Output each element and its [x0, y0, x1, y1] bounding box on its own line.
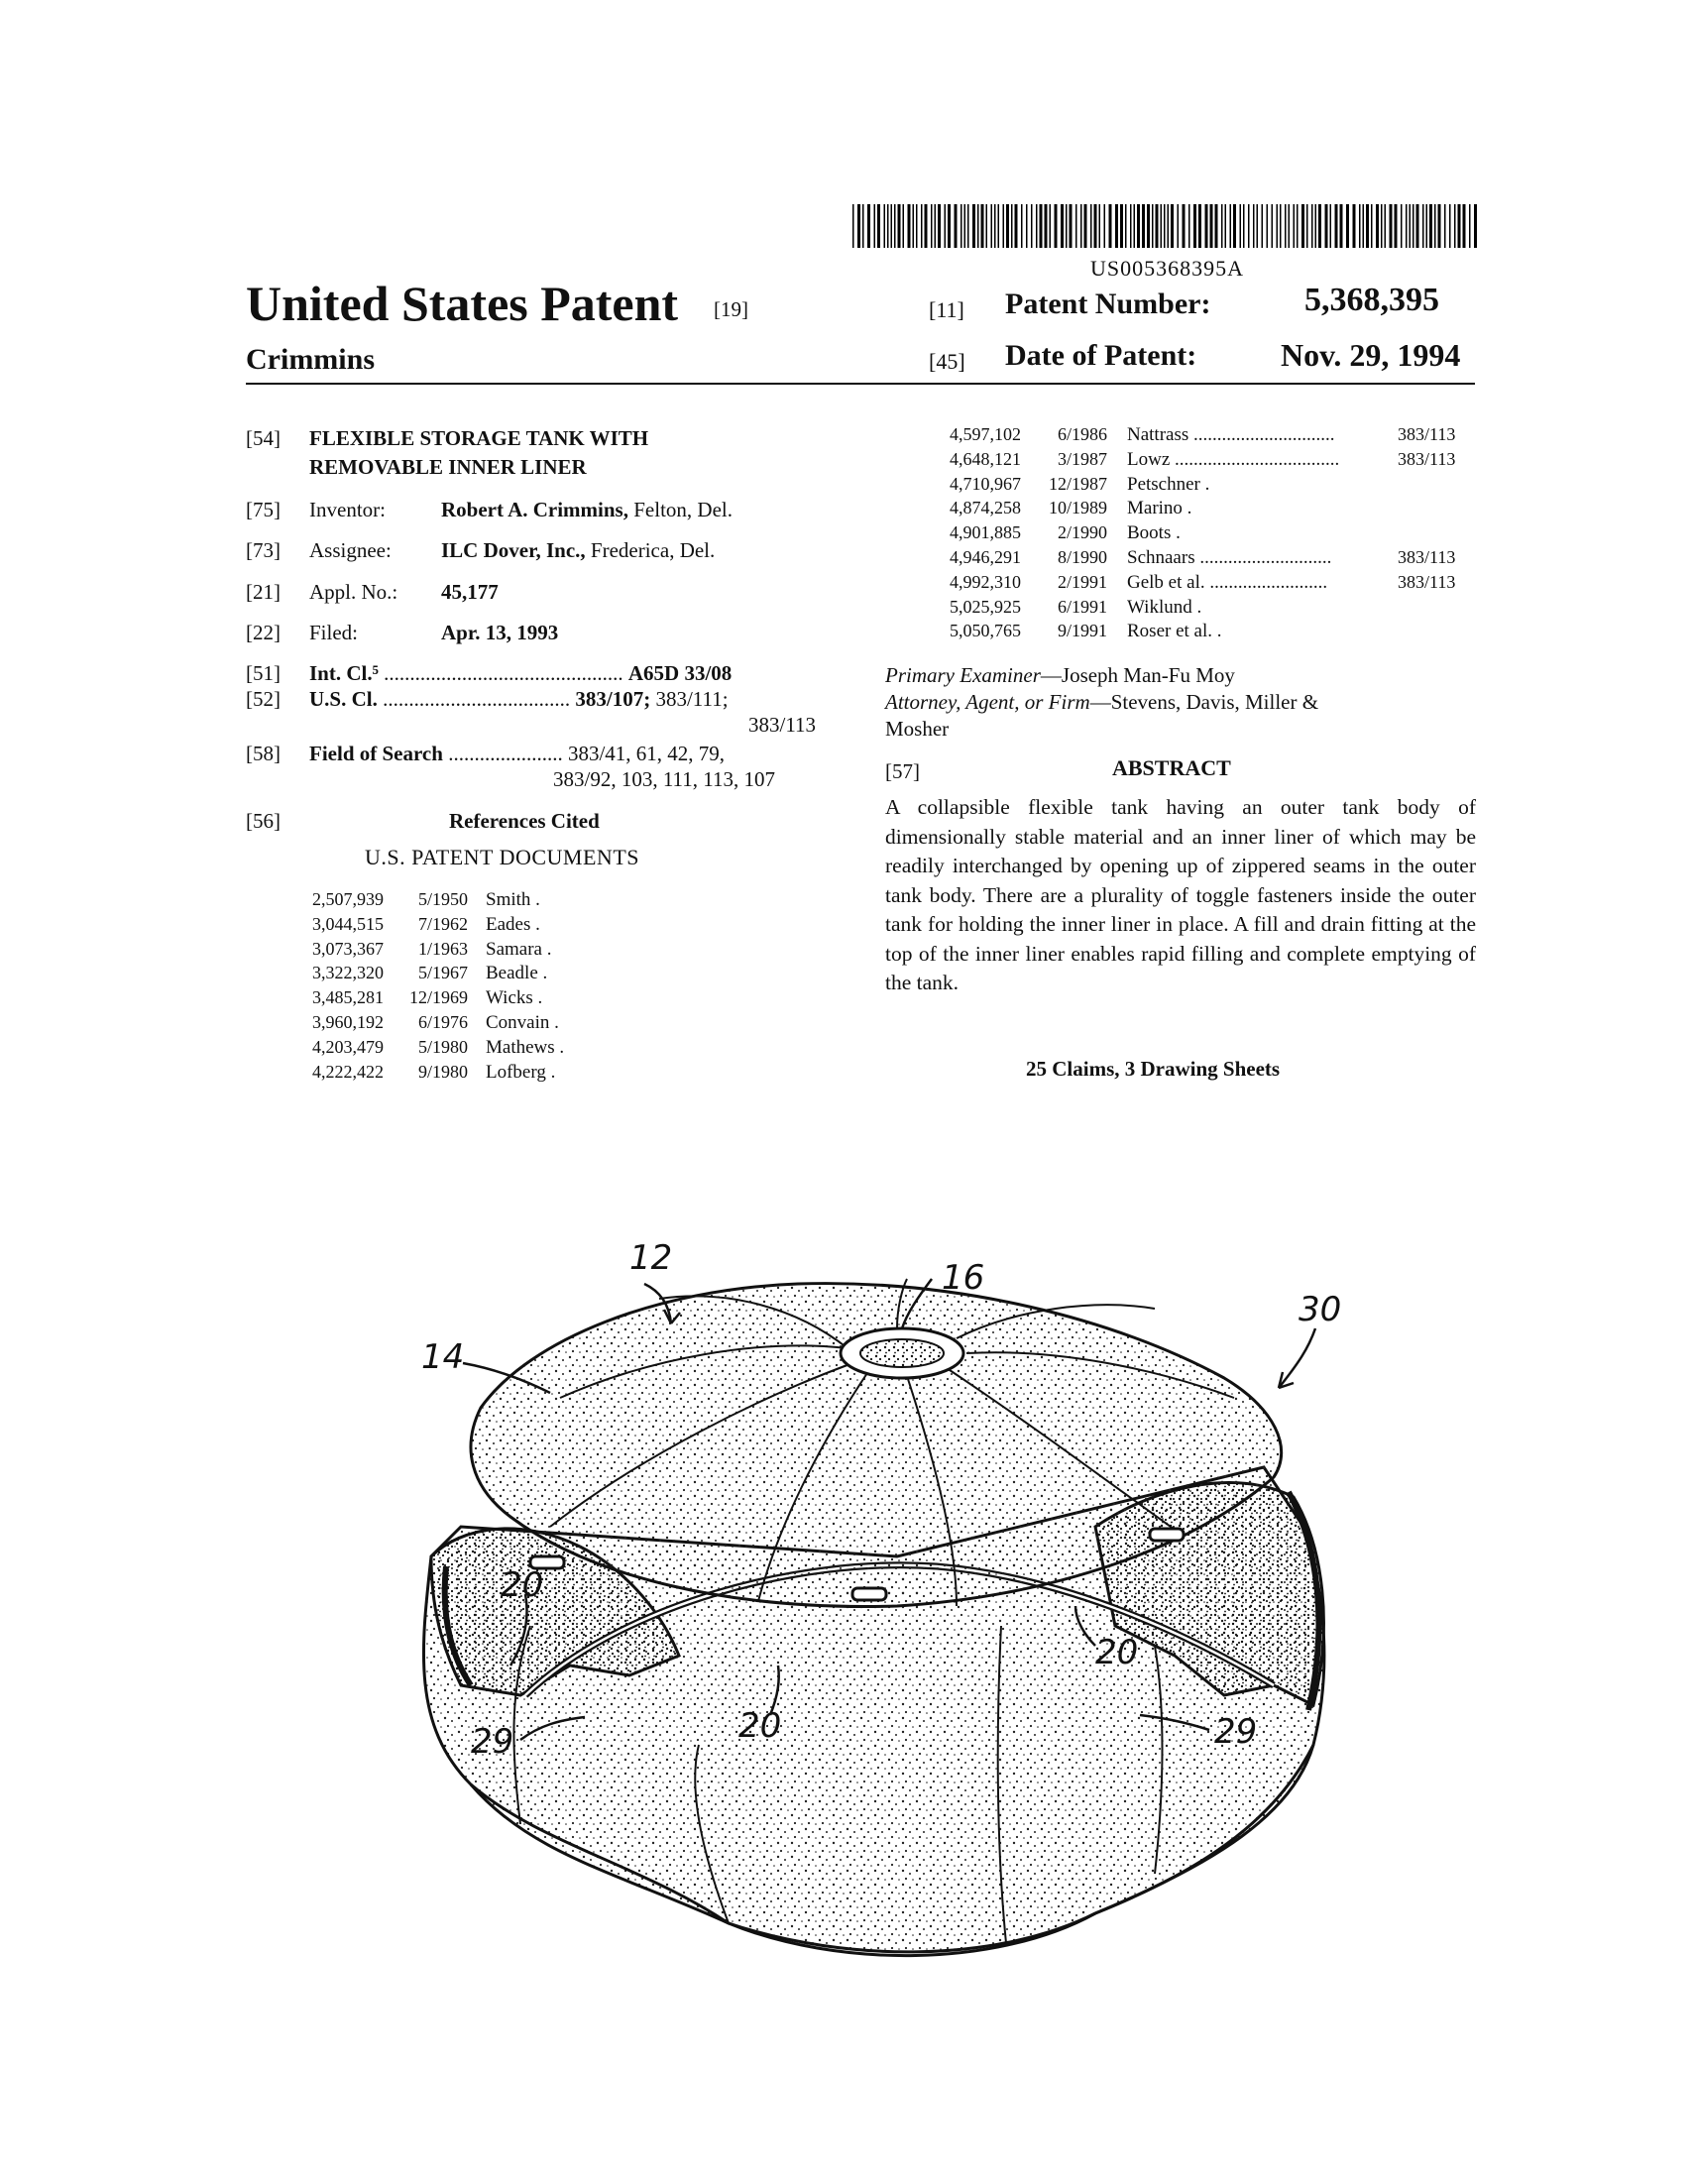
- us-patent-name: Lofberg .: [486, 1061, 556, 1083]
- attorney-label: Attorney, Agent, or Firm: [885, 690, 1090, 714]
- appl-code: [21]: [246, 580, 281, 604]
- claims-summary: 25 Claims, 3 Drawing Sheets: [1026, 1057, 1281, 1081]
- barcode-bar: [1055, 204, 1058, 248]
- attorney-line1: —Stevens, Davis, Miller &: [1089, 690, 1319, 714]
- barcode-bar: [1412, 204, 1414, 248]
- right-patent-class: 383/113: [1398, 571, 1456, 592]
- label-20-center: 20: [738, 1706, 782, 1746]
- inventor-code: [75]: [246, 498, 281, 521]
- barcode-bar: [1015, 204, 1018, 248]
- barcode-bar: [1454, 204, 1456, 248]
- barcode-bar: [945, 204, 947, 248]
- us-patent-number: 3,073,367: [312, 938, 384, 959]
- barcode-bar: [1289, 204, 1291, 248]
- us-patent-date: 12/1969: [408, 987, 468, 1008]
- barcode-bar: [938, 204, 941, 248]
- barcode-number: US005368395A: [1090, 256, 1245, 281]
- barcode-bar: [1376, 204, 1379, 248]
- barcode-bar: [1243, 204, 1245, 248]
- abstract-code: [57]: [885, 759, 920, 783]
- right-patent-name: Roser et al. .: [1127, 621, 1222, 642]
- barcode-bar: [1318, 204, 1321, 248]
- barcode-bar: [1253, 204, 1255, 248]
- barcode-bar: [921, 204, 923, 248]
- filed-label: Filed:: [309, 621, 359, 644]
- barcode-bar: [1426, 204, 1428, 248]
- barcode-bar: [1325, 204, 1328, 248]
- barcode-bar: [1137, 204, 1140, 248]
- primary-examiner: [885, 663, 1235, 688]
- barcode-bar: [977, 204, 979, 248]
- barcode-bar: [1130, 204, 1132, 248]
- label-20-right: 20: [1095, 1633, 1139, 1672]
- barcode-bar: [991, 204, 993, 248]
- barcode-bar: [1147, 204, 1150, 248]
- barcode-bar: [1011, 204, 1013, 248]
- barcode-bar: [1401, 204, 1403, 248]
- us-patent-name: Eades .: [486, 913, 540, 935]
- inventor-full: [441, 498, 733, 522]
- right-patent-name: Nattrass ..............................: [1127, 424, 1335, 445]
- us-patent-date: 5/1950: [417, 889, 468, 909]
- us-patent-date: 7/1962: [417, 913, 468, 934]
- intcl-dots: ..............................................: [378, 661, 628, 685]
- barcode-bar: [887, 204, 889, 248]
- assignee-full: [441, 538, 715, 563]
- barcode-bar: [877, 204, 880, 248]
- barcode-bar: [1084, 204, 1087, 248]
- us-patent-number: 3,960,192: [312, 1012, 384, 1032]
- barcode-bar: [1109, 204, 1112, 248]
- barcode-bar: [1406, 204, 1408, 248]
- right-patent-date: 2/1991: [1057, 571, 1107, 592]
- us-patent-name: Convain .: [486, 1012, 559, 1033]
- barcode-bar: [981, 204, 984, 248]
- right-patent-name: Lowz ...................................: [1127, 448, 1340, 470]
- barcode-bar: [1371, 204, 1373, 248]
- right-patent-number: 5,025,925: [950, 596, 1021, 617]
- barcode-bar: [852, 204, 854, 248]
- invention-title-line1: FLEXIBLE STORAGE TANK WITH: [309, 426, 649, 450]
- barcode-bar: [1161, 204, 1163, 248]
- barcode-bar: [931, 204, 933, 248]
- barcode-bar: [1006, 204, 1009, 248]
- uscl-value-line2: 383/113: [748, 713, 817, 737]
- barcode-bar: [967, 204, 969, 248]
- uscl-label: U.S. Cl.: [309, 687, 378, 711]
- right-patent-date: 3/1987: [1057, 448, 1107, 469]
- barcode-bar: [1395, 204, 1398, 248]
- barcode-bar: [1474, 204, 1477, 248]
- filed-code: [22]: [246, 621, 281, 644]
- barcode-bar: [1120, 204, 1123, 248]
- barcode-bar: [1168, 204, 1170, 248]
- right-patent-date: 2/1990: [1057, 522, 1107, 543]
- right-patent-name: Marino .: [1127, 498, 1192, 519]
- refs-heading: References Cited: [449, 809, 600, 833]
- inventor-location: Felton, Del.: [633, 498, 733, 521]
- barcode-bar: [1390, 204, 1393, 248]
- intcl-code: [51]: [246, 661, 281, 685]
- barcode-bar: [1363, 204, 1365, 248]
- barcode-bar: [1026, 204, 1028, 248]
- refs-code: [56]: [246, 809, 281, 833]
- us-patent-number: 3,485,281: [312, 987, 384, 1008]
- filed-date: Apr. 13, 1993: [441, 621, 559, 644]
- barcode-bar: [1142, 204, 1145, 248]
- barcode-bar: [1036, 204, 1038, 248]
- barcode-bar: [1156, 204, 1159, 248]
- barcode-bar: [894, 204, 896, 248]
- patent-number: 5,368,395: [1304, 282, 1439, 318]
- right-patent-class: 383/113: [1398, 424, 1456, 444]
- right-patent-number: 4,597,102: [950, 424, 1021, 444]
- barcode-bar: [1438, 204, 1441, 248]
- barcode-bar: [964, 204, 966, 248]
- barcode-bar: [955, 204, 958, 248]
- barcode-bar: [1297, 204, 1299, 248]
- barcode-bar: [1230, 204, 1232, 248]
- right-patent-date: 8/1990: [1057, 547, 1107, 567]
- barcode-bar: [1353, 204, 1356, 248]
- label-20-left: 20: [501, 1565, 544, 1605]
- barcode-bar: [898, 204, 901, 248]
- barcode-bar: [1240, 204, 1242, 248]
- barcode-bar: [1193, 204, 1196, 248]
- us-patent-date: 5/1980: [417, 1036, 468, 1057]
- us-patent-name: Mathews .: [486, 1036, 565, 1058]
- us-patent-number: 4,203,479: [312, 1036, 384, 1057]
- barcode-bar: [1311, 204, 1313, 248]
- barcode-bar: [1178, 204, 1180, 248]
- intcl-line: [309, 661, 732, 686]
- barcode-bar: [1366, 204, 1369, 248]
- label-14: 14: [421, 1337, 465, 1377]
- barcode-bar: [1463, 204, 1466, 248]
- us-patent-number: 3,322,320: [312, 963, 384, 983]
- barcode-bar: [1458, 204, 1461, 248]
- invention-title-line2: REMOVABLE INNER LINER: [309, 455, 587, 479]
- right-patent-class: 383/113: [1398, 448, 1456, 469]
- right-patent-name: Gelb et al. .........................: [1127, 571, 1328, 593]
- barcode-bar: [913, 204, 915, 248]
- barcode-bar: [1050, 204, 1052, 248]
- label-16: 16: [942, 1258, 985, 1298]
- barcode-bar: [1003, 204, 1005, 248]
- uscl-dots: ....................................: [377, 687, 576, 711]
- barcode-bar: [998, 204, 1000, 248]
- title-field-code: [54]: [246, 426, 281, 450]
- attorney-line2: Mosher: [885, 717, 950, 741]
- barcode-bar: [1125, 204, 1127, 248]
- inventor-label: Inventor:: [309, 498, 386, 521]
- field-search-code: [58]: [246, 742, 281, 765]
- barcode-bar: [1066, 204, 1068, 248]
- assignee-location: Frederica, Del.: [590, 538, 716, 562]
- barcode-bar: [1152, 204, 1154, 248]
- barcode-bar: [1233, 204, 1236, 248]
- barcode-bar: [1422, 204, 1424, 248]
- barcode-bar: [948, 204, 951, 248]
- barcode-bar: [1385, 204, 1387, 248]
- barcode-bar: [1416, 204, 1419, 248]
- date-code: [45]: [929, 349, 965, 374]
- barcode-bar: [1183, 204, 1186, 248]
- patent-number-label: Patent Number:: [1005, 287, 1211, 320]
- field-search-label: Field of Search: [309, 742, 443, 765]
- barcode-bar: [925, 204, 928, 248]
- barcode-bar: [857, 204, 860, 248]
- right-patent-name: Wiklund .: [1127, 596, 1202, 618]
- right-patent-number: 4,901,885: [950, 522, 1021, 543]
- barcode-bar: [1221, 204, 1223, 248]
- barcode-bar: [1075, 204, 1077, 248]
- barcode-bar: [1171, 204, 1174, 248]
- barcode-bar: [1434, 204, 1436, 248]
- right-patent-number: 4,710,967: [950, 473, 1021, 494]
- patent-date: Nov. 29, 1994: [1281, 337, 1461, 373]
- title-code: [19]: [714, 297, 748, 321]
- intcl-value: A65D 33/08: [627, 661, 733, 685]
- field-search-line: [309, 742, 725, 766]
- barcode-bar: [1210, 204, 1213, 248]
- barcode-bar: [1262, 204, 1264, 248]
- barcode-bar: [1090, 204, 1092, 248]
- us-patent-date: 9/1980: [417, 1061, 468, 1082]
- barcode-bar: [1021, 204, 1023, 248]
- right-patent-date: 9/1991: [1057, 621, 1107, 641]
- right-patent-name: Boots .: [1127, 522, 1181, 544]
- uscl-value-rest: 383/111;: [650, 687, 729, 711]
- right-patent-name: Schnaars ............................: [1127, 547, 1332, 568]
- barcode-bar: [1335, 204, 1338, 248]
- right-patent-name: Petschner .: [1127, 473, 1210, 495]
- abstract-heading: ABSTRACT: [1112, 755, 1231, 780]
- barcode-bar: [903, 204, 905, 248]
- barcode-bar: [1410, 204, 1412, 248]
- barcode-bar: [1031, 204, 1033, 248]
- barcode-bar: [1272, 204, 1274, 248]
- barcode-bar: [1381, 204, 1383, 248]
- right-patent-number: 4,648,121: [950, 448, 1021, 469]
- barcode-bar: [884, 204, 886, 248]
- inventor-surname: Crimmins: [246, 343, 375, 376]
- barcode-bar: [908, 204, 911, 248]
- barcode-bar: [1449, 204, 1451, 248]
- header-rule: [246, 383, 1475, 385]
- assignee-name: ILC Dover, Inc.,: [441, 538, 586, 562]
- barcode-bar: [891, 204, 893, 248]
- us-patent-name: Beadle .: [486, 963, 548, 984]
- us-patent-number: 3,044,515: [312, 913, 384, 934]
- barcode-bar: [867, 204, 870, 248]
- barcode-bar: [1205, 204, 1208, 248]
- us-patent-date: 5/1967: [417, 963, 468, 983]
- barcode-bar: [1134, 204, 1136, 248]
- barcode-bar: [862, 204, 864, 248]
- field-search-line1: 383/41, 61, 42, 79,: [567, 742, 726, 765]
- barcode-bar: [1257, 204, 1259, 248]
- barcode-bar: [1277, 204, 1279, 248]
- right-patent-number: 4,874,258: [950, 498, 1021, 518]
- label-30: 30: [1299, 1290, 1342, 1329]
- barcode-bar: [1070, 204, 1073, 248]
- barcode-bar: [1099, 204, 1101, 248]
- us-patent-name: Samara .: [486, 938, 552, 960]
- barcode-bar: [1306, 204, 1308, 248]
- inventor-name: Robert A. Crimmins,: [441, 498, 628, 521]
- barcode-bar: [1040, 204, 1043, 248]
- right-patent-date: 6/1991: [1057, 596, 1107, 617]
- barcode-bar: [874, 204, 876, 248]
- barcode-bar: [1444, 204, 1446, 248]
- barcode-bar: [1301, 204, 1304, 248]
- assignee-label: Assignee:: [309, 538, 392, 562]
- field-search-dots: ......................: [442, 742, 568, 765]
- barcode-bar: [1280, 204, 1282, 248]
- label-29-left: 29: [471, 1722, 514, 1762]
- barcode-bar: [1164, 204, 1166, 248]
- barcode-bar: [1340, 204, 1343, 248]
- us-patent-number: 4,222,422: [312, 1061, 384, 1082]
- barcode-bar: [1080, 204, 1082, 248]
- barcode-bar: [1359, 204, 1361, 248]
- uscl-code: [52]: [246, 687, 281, 711]
- us-patent-name: Smith .: [486, 889, 540, 910]
- barcode-bar: [1267, 204, 1269, 248]
- appl-label: Appl. No.:: [309, 580, 398, 604]
- date-label: Date of Patent:: [1005, 339, 1197, 372]
- barcode-bar: [960, 204, 962, 248]
- barcode: [852, 204, 1477, 248]
- barcode-bar: [1215, 204, 1218, 248]
- us-docs-heading: U.S. PATENT DOCUMENTS: [365, 845, 639, 869]
- label-29-right: 29: [1214, 1712, 1258, 1752]
- barcode-bar: [986, 204, 988, 248]
- right-patent-date: 10/1989: [1048, 498, 1107, 518]
- barcode-bar: [972, 204, 975, 248]
- barcode-bar: [1104, 204, 1106, 248]
- barcode-bar: [1315, 204, 1317, 248]
- barcode-bar: [1115, 204, 1118, 248]
- barcode-bar: [1285, 204, 1287, 248]
- us-patent-date: 1/1963: [417, 938, 468, 959]
- appl-number: 45,177: [441, 580, 499, 604]
- barcode-bar: [916, 204, 918, 248]
- barcode-bar: [1061, 204, 1064, 248]
- right-patent-date: 12/1987: [1048, 473, 1107, 494]
- uscl-value-primary: 383/107;: [575, 687, 651, 711]
- barcode-bar: [1469, 204, 1471, 248]
- assignee-code: [73]: [246, 538, 281, 562]
- tank-drawing: [401, 1229, 1373, 2022]
- intcl-label: Int. Cl.⁵: [309, 661, 379, 685]
- label-12: 12: [629, 1238, 673, 1278]
- barcode-bar: [1330, 204, 1332, 248]
- barcode-bar: [1188, 204, 1190, 248]
- right-patent-number: 4,992,310: [950, 571, 1021, 592]
- us-patent-number: 2,507,939: [312, 889, 384, 909]
- barcode-bar: [1248, 204, 1250, 248]
- barcode-bar: [994, 204, 996, 248]
- barcode-bar: [1429, 204, 1432, 248]
- barcode-bar: [1094, 204, 1097, 248]
- patent-title: United States Patent: [246, 276, 679, 331]
- field-search-line2: 383/92, 103, 111, 113, 107: [553, 767, 775, 791]
- right-patent-class: 383/113: [1398, 547, 1456, 567]
- right-patent-number: 5,050,765: [950, 621, 1021, 641]
- barcode-bar: [1198, 204, 1201, 248]
- patent-number-code: [11]: [929, 297, 964, 322]
- barcode-bar: [1045, 204, 1048, 248]
- uscl-line: [309, 687, 729, 712]
- us-patent-name: Wicks .: [486, 987, 543, 1009]
- barcode-bar: [1294, 204, 1296, 248]
- primary-examiner-label: Primary Examiner: [885, 663, 1041, 687]
- barcode-bar: [1225, 204, 1227, 248]
- barcode-bar: [1346, 204, 1349, 248]
- right-patent-date: 6/1986: [1057, 424, 1107, 444]
- attorney: [885, 690, 1318, 715]
- primary-examiner-name: —Joseph Man-Fu Moy: [1040, 663, 1235, 687]
- us-patent-date: 6/1976: [417, 1012, 468, 1032]
- right-patent-number: 4,946,291: [950, 547, 1021, 567]
- abstract-text: A collapsible flexible tank having an outer tank body of dimensionally stable material and an inner liner of which may be readily interchanged by opening up of zippered seams in the outer tank body. There are a plurality of toggle fasteners inside the outer tank for holding the inner liner in place. A fill and drain fitting at the top of the inner liner enables rapid filling and complete emptying of the tank.: [885, 795, 1476, 994]
- barcode-bar: [935, 204, 937, 248]
